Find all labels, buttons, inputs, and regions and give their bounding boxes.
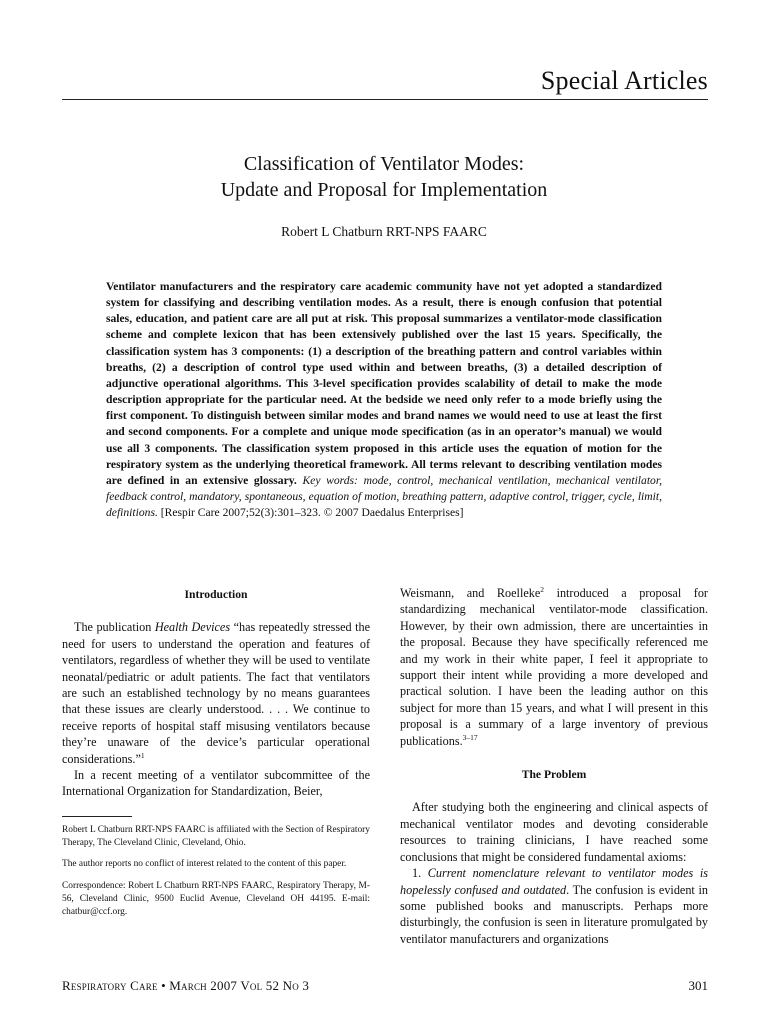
footnote-affiliation: Robert L Chatburn RRT-NPS FAARC is affiliated with the Section of Respiratory Therapy, The Cleveland Clinic, Cleveland, Ohio. — [62, 825, 370, 849]
journal-name: Health Devices — [154, 620, 231, 635]
footnote-correspondence: Correspondence: Robert L Chatburn RRT-NPS FAARC, Respiratory Therapy, M-56, Cleveland Clinic, 9500 Euclid Avenue, Cleveland OH 44195. E-mail: chatbur@ccf.org. — [62, 880, 370, 918]
title-line-1: Classification of Ventilator Modes: — [243, 153, 525, 175]
problem-heading: The Problem — [521, 768, 587, 782]
footnote-rule — [62, 816, 132, 817]
footnotes — [62, 824, 370, 927]
axiom-statement: Current nomenclature relevant to ventilator modes is hopelessly confused and outdated — [400, 866, 709, 897]
article-title — [0, 151, 768, 203]
reference-superscript: 1 — [140, 750, 145, 760]
reference-superscript: 3–17 — [462, 732, 478, 742]
section-label: Special Articles — [540, 66, 708, 95]
introduction-paragraph-3: Weismann, and Roelleke$^2$ introduced a proposal for standardizing mechanical ventilator-mode classification. However, by their own admission, there are uncertainties in the proposal. Because they have specifically referenced me and my work in their white paper, I feel it appropriate to support their intent while providing a more developed and practical solution. I have been the leading author on this subject for more than 15 years, and what I will present in this proposal is a summary of a large inventory of previous publications.$^{3-17}$ — [400, 585, 708, 748]
page-number: 301 — [688, 978, 708, 993]
abstract-citation: [Respir Care 2007;52(3):301–323. © 2007 Daedalus Enterprises] — [160, 506, 464, 520]
reference-superscript: 2 — [540, 585, 544, 594]
introduction-paragraph-2: In a recent meeting of a ventilator subcommittee of the International Organization for Standardization, Beier, — [62, 768, 370, 799]
abstract — [106, 279, 662, 521]
introduction-heading: Introduction — [184, 588, 248, 601]
problem-paragraph-2: 1. Current nomenclature relevant to ventilator modes is hopelessly confused and outdated. The confusion is evident in some published books and manuscripts. Perhaps more disturbingly, the confusion is seen in literature promulgated by ventilator manufacturers and organizations — [400, 866, 709, 946]
footnote-conflict: The author reports no conflict of interest related to the content of this paper. — [62, 859, 347, 870]
introduction-paragraph-1: The publication Health Devices “has repeatedly stressed the need for users to understand the operation and features of ventilators, regardless of whether they will be used to ventilate neonatal/pediatric or adult patients. The fact that ventilators are such an established technology by no means guarantees that these issues are clearly understood. . . . We continue to receive reports of hospital staff misusing ventilators because they’re unaware of the device’s particular operational considerations.”$^1$ — [62, 620, 370, 766]
keywords-list: mode, control, mechanical ventilation, mechanical ventilator, feedback control, mandatory, spontaneous, equation of motion, breathing pattern, adaptive control, trigger, cycle, limit, definitions. — [106, 473, 662, 520]
left-column — [62, 587, 370, 800]
problem-paragraph-1: After studying both the engineering and clinical aspects of mechanical ventilator modes and devoting considerable resources to training clinicians, I have reached some conclusions that might be considered fundamental axioms: — [400, 800, 708, 864]
journal-footer: Respiratory Care • March 2007 Vol 52 No 3 — [62, 978, 310, 993]
right-column — [400, 585, 708, 947]
keywords-label: Key words: — [302, 473, 358, 487]
abstract-body: Ventilator manufacturers and the respiratory care academic community have not yet adopted a standardized system for classifying and describing ventilation modes. As a result, there is enough confusion that potential sales, education, and patient care are all put at risk. This proposal summarizes a ventilator-mode classification scheme and complete lexicon that has been extensively published over the last 15 years. Specifically, the classification system has 3 components: (1) a description of the breathing pattern and control variables within breaths, (2) a description of control type used within and between breaths, (3) a detailed description of adjunctive operational algorithms. This 3-level specification provides scalability of detail to make the mode description appropriate for the particular need. At the bedside we need only refer to a mode briefly using the first component. To distinguish between similar modes and brand names we would need to use at least the first and second components. For a complete and unique mode specification (as in an operator’s manual) we would use all 3 components. The classification system proposed in this article uses the equation of motion for the respiratory system as the underlying theoretical framework. All terms relevant to describing ventilation modes are defined in an extensive glossary. — [106, 280, 662, 487]
author-byline: Robert L Chatburn RRT-NPS FAARC — [281, 224, 487, 239]
header-rule — [62, 99, 708, 100]
title-line-2: Update and Proposal for Implementation — [220, 179, 548, 201]
